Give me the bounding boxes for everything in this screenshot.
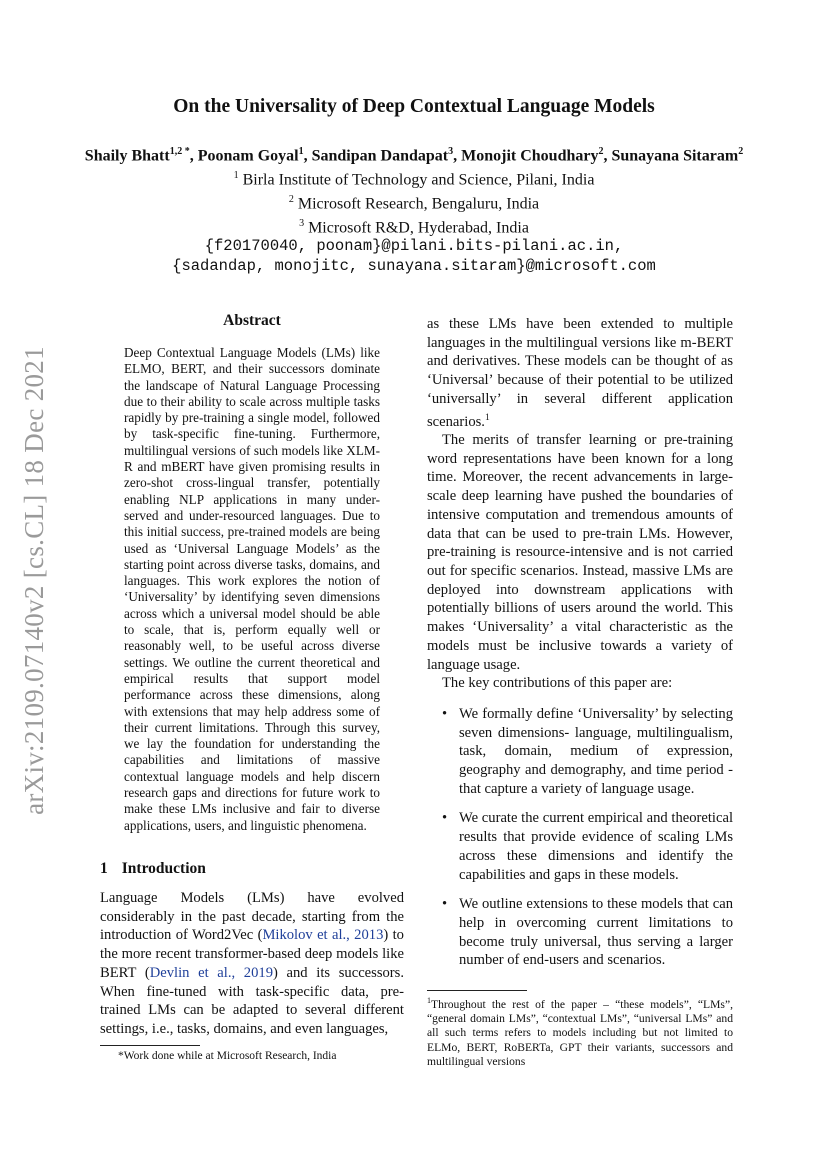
list-item: • We formally define ‘Universality’ by selecting seven dimensions- language, multilingualism, task, domain, medium of expression, geography and demography, and time period - that capture a variety of language usage. [442, 705, 733, 797]
footnote-rule [427, 990, 527, 991]
footnote-terms: $^1$Throughout the rest of the paper – “these models”, “LMs”, “general domain LMs”, “contextual LMs”, “universal LMs” and all such terms refers to models including but not limited to ELMo, BERT, RoBERTa, GPT their variants, successors and multilingual versions [427, 996, 733, 1069]
author-name: Sandipan Dandapat [311, 147, 449, 165]
arxiv-identifier: arXiv:2109.07140v2 [cs.CL] 18 Dec 2021 [18, 345, 49, 815]
affiliation-line: $^3$ Microsoft R&D, Hyderabad, India [299, 217, 529, 236]
paper-title: On the Universality of Deep Contextual Language Models [173, 96, 655, 117]
section-number: 1 [100, 860, 108, 877]
abstract-heading: Abstract [223, 312, 281, 329]
paragraph: The key contributions of this paper are: [442, 675, 673, 692]
bullet-icon: • [442, 896, 448, 913]
bullet-icon: • [442, 810, 448, 827]
paragraph: The merits of transfer learning or pre-training word representations have been known for a long time. Moreover, the recent advancements in large-scale deep learning have pushed the boundaries of intensive computation and tremendous amounts of data that can be used to pre-train LMs. However, pre-training is resource-intensive and is not carried out for specific scenarios. Instead, massive LMs are deployed into downstream applications with potentially billions of users around the world. This makes ‘Universality’ a vital characteristic as the models must be inclusive towards a variety of language usage. [427, 432, 733, 673]
footnote-author-note: *Work done while at Microsoft Research, India [118, 1050, 337, 1062]
footnote-mark[interactable]: 1 [484, 412, 490, 423]
affiliation-block [0, 166, 828, 276]
section-title: Introduction [121, 860, 206, 877]
footnote-rule [100, 1045, 200, 1046]
bullet-icon: • [442, 705, 448, 722]
author-name: Shaily Bhatt [84, 147, 170, 165]
contributions-list [427, 705, 733, 970]
author-name: Monojit Choudhary [461, 147, 599, 165]
email-line: {sadandap, monojitc, sunayana.sitaram}@microsoft.com [172, 256, 656, 275]
author-affiliation-mark: 1 [298, 146, 304, 157]
paragraph: as these LMs have been extended to multiple languages in the multilingual versions like m-BERT and derivatives. These models can be thought of as ‘Universal’ because of their potential to be utilized ‘universally’ in several different application scenarios.$^1$ [427, 316, 733, 430]
citation-link[interactable]: Mikolov et al., 2013 [262, 927, 384, 944]
author-name: Sunayana Sitaram [611, 147, 739, 165]
list-item: • We curate the current empirical and theoretical results that provide evidence of scaling LMs across these dimensions and identify the capabilities and gaps in these models. [442, 810, 733, 883]
section-heading [100, 860, 206, 878]
author-name: Poonam Goyal [197, 147, 299, 165]
author-affiliation-mark: 2 [598, 146, 604, 157]
author-list: Shaily Bhatt$^{1,2 *}$, Poonam Goyal$^1$, Sandipan Dandapat$^3$, Monojit Choudhary$^2$, Sunayana Sitaram$^2$ [84, 146, 744, 165]
arxiv-side-stamp [14, 330, 54, 830]
email-line: {f20170040, poonam}@pilani.bits-pilani.ac.in, [204, 237, 624, 256]
right-column [427, 315, 733, 981]
footnote-number: 1 [427, 996, 431, 1005]
author-affiliation-mark: 3 [448, 146, 454, 157]
author-affiliation-mark: 1,2 * [169, 146, 190, 157]
abstract-text: Deep Contextual Language Models (LMs) like ELMO, BERT, and their successors dominate the landscape of Natural Language Processing due to their ability to scale across multiple tasks rapidly by pre-training a single model, followed by task-specific fine-tuning. Furthermore, multilingual versions of such models like XLM-R and mBERT have given promising results in zero-shot cross-lingual transfer, potentially enabling NLP applications in many under-served and under-resourced languages. Due to this initial success, pre-trained models are being used as ‘Universal Language Models’ as the starting point across diverse tasks, domains, and languages. This work explores the notion of ‘Universality’ by identifying seven dimensions across which a universal model should be able to scale, that is, perform equally well or reasonably well, to be useful across diverse settings. We outline the current theoretical and empirical results that support model performance across these dimensions, along with extensions that may help address some of their current limitations. Through this survey, we lay the foundation for understanding the capabilities and limitations of massive contextual language models and help discern research gaps and directions for future work to make these LMs inclusive and fair to diverse applications, users, and linguistic phenomena. [124, 345, 380, 833]
intro-paragraph: Language Models (LMs) have evolved considerably in the past decade, starting from the introduction of Word2Vec (Mikolov et al., 2013) to the more recent transformer-based deep models like BERT (Devlin et al., 2019) and its successors. When fine-tuned with task-specific data, pre-trained LMs can be adapted to several different settings, i.e., tasks, domains, and even languages, [100, 890, 404, 1037]
list-item: • We outline extensions to these models that can help in overcoming current limitations to become truly universal, thus serving a larger number of end-users and scenarios. [442, 896, 733, 969]
affiliation-line: $^2$ Microsoft Research, Bengaluru, India [288, 193, 540, 213]
author-affiliation-mark: 2 [738, 146, 744, 157]
citation-link[interactable]: Devlin et al., 2019 [149, 964, 273, 981]
affiliation-line: $^1$ Birla Institute of Technology and Science, Pilani, India [233, 170, 595, 189]
